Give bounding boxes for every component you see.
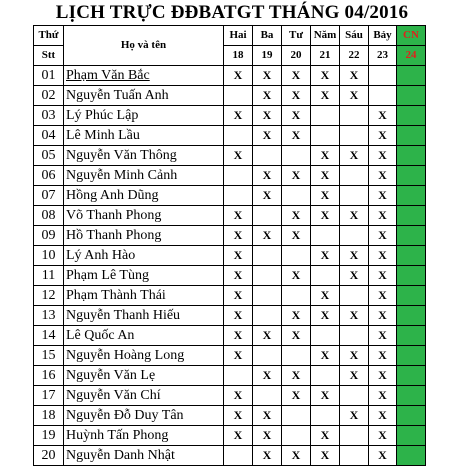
table-body bbox=[34, 26, 426, 466]
row-name: Phạm Lê Tùng bbox=[64, 266, 224, 286]
row-mark-sunday bbox=[397, 246, 426, 266]
row-name: Huỳnh Tấn Phong bbox=[64, 426, 224, 446]
row-mark bbox=[253, 266, 282, 286]
row-stt: 16 bbox=[34, 366, 64, 386]
row-name: Nguyễn Văn Lẹ bbox=[64, 366, 224, 386]
table-row bbox=[34, 446, 426, 466]
row-stt: 08 bbox=[34, 206, 64, 226]
header-day-mon: Hai bbox=[224, 26, 253, 46]
row-mark bbox=[253, 306, 282, 326]
row-mark: X bbox=[369, 226, 397, 246]
row-mark: X bbox=[282, 66, 311, 86]
row-mark-sunday bbox=[397, 206, 426, 226]
table-row bbox=[34, 106, 426, 126]
row-mark bbox=[311, 266, 340, 286]
header-day-fri: Sáu bbox=[340, 26, 369, 46]
row-stt: 05 bbox=[34, 146, 64, 166]
table-row bbox=[34, 386, 426, 406]
row-stt: 19 bbox=[34, 426, 64, 446]
row-name: Nguyễn Đỗ Duy Tân bbox=[64, 406, 224, 426]
row-mark-sunday bbox=[397, 66, 426, 86]
row-mark-sunday bbox=[397, 86, 426, 106]
row-mark: X bbox=[253, 446, 282, 466]
row-mark: X bbox=[340, 306, 369, 326]
row-mark bbox=[340, 106, 369, 126]
row-mark bbox=[311, 406, 340, 426]
row-mark bbox=[340, 226, 369, 246]
row-stt: 14 bbox=[34, 326, 64, 346]
row-stt: 02 bbox=[34, 86, 64, 106]
row-mark: X bbox=[224, 206, 253, 226]
row-mark bbox=[369, 66, 397, 86]
header-date-mon: 18 bbox=[224, 46, 253, 66]
row-mark: X bbox=[224, 146, 253, 166]
row-mark: X bbox=[369, 406, 397, 426]
row-stt: 12 bbox=[34, 286, 64, 306]
row-mark: X bbox=[224, 246, 253, 266]
row-name: Phạm Văn Bắc bbox=[64, 66, 224, 86]
row-name: Nguyễn Thanh Hiếu bbox=[64, 306, 224, 326]
row-mark bbox=[369, 86, 397, 106]
row-stt: 03 bbox=[34, 106, 64, 126]
row-mark: X bbox=[224, 226, 253, 246]
row-mark-sunday bbox=[397, 126, 426, 146]
row-mark: X bbox=[369, 306, 397, 326]
row-mark: X bbox=[253, 406, 282, 426]
row-mark: X bbox=[369, 166, 397, 186]
row-mark: X bbox=[340, 246, 369, 266]
row-mark bbox=[340, 386, 369, 406]
row-mark: X bbox=[369, 146, 397, 166]
header-date-wed: 20 bbox=[282, 46, 311, 66]
row-mark: X bbox=[369, 286, 397, 306]
row-mark: X bbox=[369, 266, 397, 286]
row-mark: X bbox=[340, 366, 369, 386]
table-row bbox=[34, 126, 426, 146]
table-row bbox=[34, 206, 426, 226]
row-stt: 01 bbox=[34, 66, 64, 86]
row-mark bbox=[253, 146, 282, 166]
row-mark bbox=[253, 346, 282, 366]
table-row bbox=[34, 66, 426, 86]
row-mark bbox=[224, 166, 253, 186]
row-mark-sunday bbox=[397, 326, 426, 346]
row-mark: X bbox=[253, 186, 282, 206]
row-mark bbox=[340, 186, 369, 206]
row-mark bbox=[282, 286, 311, 306]
header-day-sat: Bảy bbox=[369, 26, 397, 46]
row-stt: 15 bbox=[34, 346, 64, 366]
row-mark: X bbox=[282, 306, 311, 326]
row-mark-sunday bbox=[397, 426, 426, 446]
table-row bbox=[34, 366, 426, 386]
row-mark-sunday bbox=[397, 386, 426, 406]
row-mark: X bbox=[311, 186, 340, 206]
table-row bbox=[34, 406, 426, 426]
header-date-sat: 23 bbox=[369, 46, 397, 66]
header-date-fri: 22 bbox=[340, 46, 369, 66]
row-mark: X bbox=[369, 326, 397, 346]
row-mark: X bbox=[224, 286, 253, 306]
table-row bbox=[34, 426, 426, 446]
row-mark: X bbox=[311, 386, 340, 406]
row-mark: X bbox=[340, 146, 369, 166]
row-mark: X bbox=[224, 106, 253, 126]
row-mark: X bbox=[253, 326, 282, 346]
row-mark bbox=[340, 446, 369, 466]
row-mark: X bbox=[282, 446, 311, 466]
row-mark: X bbox=[253, 226, 282, 246]
row-stt: 10 bbox=[34, 246, 64, 266]
row-mark: X bbox=[224, 346, 253, 366]
row-mark-sunday bbox=[397, 446, 426, 466]
row-mark: X bbox=[311, 166, 340, 186]
page-title: LỊCH TRỰC ĐĐBATGT THÁNG 04/2016 bbox=[55, 2, 409, 23]
row-name: Nguyễn Tuấn Anh bbox=[64, 86, 224, 106]
row-mark bbox=[311, 366, 340, 386]
row-mark: X bbox=[369, 186, 397, 206]
row-mark-sunday bbox=[397, 366, 426, 386]
row-mark: X bbox=[369, 446, 397, 466]
row-mark-sunday bbox=[397, 346, 426, 366]
row-mark bbox=[340, 426, 369, 446]
row-mark: X bbox=[369, 366, 397, 386]
header-thu: Thứ bbox=[34, 26, 64, 46]
row-mark bbox=[282, 406, 311, 426]
row-mark bbox=[224, 366, 253, 386]
header-row-days bbox=[34, 26, 426, 46]
row-mark: X bbox=[224, 386, 253, 406]
row-name: Võ Thanh Phong bbox=[64, 206, 224, 226]
row-mark: X bbox=[282, 366, 311, 386]
row-stt: 11 bbox=[34, 266, 64, 286]
row-stt: 09 bbox=[34, 226, 64, 246]
row-name: Lý Phúc Lập bbox=[64, 106, 224, 126]
row-mark: X bbox=[253, 166, 282, 186]
row-name: Nguyễn Danh Nhật bbox=[64, 446, 224, 466]
row-mark: X bbox=[340, 406, 369, 426]
header-date-thu: 21 bbox=[311, 46, 340, 66]
row-mark: X bbox=[311, 66, 340, 86]
row-mark bbox=[224, 126, 253, 146]
row-stt: 04 bbox=[34, 126, 64, 146]
row-mark bbox=[311, 326, 340, 346]
header-date-sun: 24 bbox=[397, 46, 426, 66]
row-stt: 20 bbox=[34, 446, 64, 466]
table-row bbox=[34, 146, 426, 166]
row-mark-sunday bbox=[397, 226, 426, 246]
row-mark-sunday bbox=[397, 146, 426, 166]
row-mark bbox=[340, 126, 369, 146]
row-mark bbox=[253, 286, 282, 306]
row-mark: X bbox=[311, 146, 340, 166]
row-mark: X bbox=[282, 206, 311, 226]
row-mark: X bbox=[369, 106, 397, 126]
row-stt: 13 bbox=[34, 306, 64, 326]
row-mark: X bbox=[369, 246, 397, 266]
row-name: Nguyễn Minh Cảnh bbox=[64, 166, 224, 186]
row-mark: X bbox=[311, 206, 340, 226]
row-mark bbox=[253, 206, 282, 226]
row-mark-sunday bbox=[397, 166, 426, 186]
table-row bbox=[34, 346, 426, 366]
header-day-sun: CN bbox=[397, 26, 426, 46]
header-stt: Stt bbox=[34, 46, 64, 66]
header-name: Họ và tên bbox=[64, 26, 224, 66]
row-mark: X bbox=[369, 206, 397, 226]
row-mark bbox=[224, 446, 253, 466]
table-row bbox=[34, 226, 426, 246]
row-mark bbox=[282, 186, 311, 206]
row-mark: X bbox=[369, 126, 397, 146]
row-mark: X bbox=[253, 126, 282, 146]
row-mark bbox=[253, 386, 282, 406]
row-mark: X bbox=[311, 286, 340, 306]
row-mark: X bbox=[282, 326, 311, 346]
row-mark bbox=[340, 166, 369, 186]
row-mark: X bbox=[311, 246, 340, 266]
row-name: Phạm Thành Thái bbox=[64, 286, 224, 306]
row-mark: X bbox=[253, 66, 282, 86]
row-mark: X bbox=[253, 426, 282, 446]
row-mark: X bbox=[224, 306, 253, 326]
row-name: Hồng Anh Dũng bbox=[64, 186, 224, 206]
table-row bbox=[34, 266, 426, 286]
row-mark: X bbox=[224, 266, 253, 286]
row-mark: X bbox=[282, 166, 311, 186]
row-mark bbox=[253, 246, 282, 266]
header-day-wed: Tư bbox=[282, 26, 311, 46]
row-mark: X bbox=[253, 106, 282, 126]
row-mark: X bbox=[282, 226, 311, 246]
row-name: Hồ Thanh Phong bbox=[64, 226, 224, 246]
row-mark-sunday bbox=[397, 306, 426, 326]
duty-schedule-table bbox=[33, 25, 426, 466]
table-row bbox=[34, 306, 426, 326]
row-name: Nguyễn Văn Chí bbox=[64, 386, 224, 406]
row-mark: X bbox=[282, 386, 311, 406]
row-mark bbox=[311, 226, 340, 246]
table-row bbox=[34, 166, 426, 186]
table-row bbox=[34, 286, 426, 306]
table-row bbox=[34, 326, 426, 346]
row-mark-sunday bbox=[397, 186, 426, 206]
header-day-tue: Ba bbox=[253, 26, 282, 46]
row-mark: X bbox=[340, 346, 369, 366]
row-mark: X bbox=[369, 346, 397, 366]
row-mark bbox=[282, 246, 311, 266]
row-mark: X bbox=[311, 346, 340, 366]
header-day-thu: Năm bbox=[311, 26, 340, 46]
row-mark: X bbox=[311, 446, 340, 466]
row-name: Nguyễn Văn Thông bbox=[64, 146, 224, 166]
row-mark: X bbox=[282, 266, 311, 286]
row-stt: 18 bbox=[34, 406, 64, 426]
row-mark: X bbox=[282, 106, 311, 126]
table-row bbox=[34, 86, 426, 106]
row-mark: X bbox=[282, 126, 311, 146]
row-stt: 17 bbox=[34, 386, 64, 406]
row-mark: X bbox=[224, 326, 253, 346]
row-name: Lê Minh Lầu bbox=[64, 126, 224, 146]
row-mark-sunday bbox=[397, 266, 426, 286]
row-mark: X bbox=[224, 406, 253, 426]
row-mark bbox=[282, 346, 311, 366]
row-stt: 07 bbox=[34, 186, 64, 206]
row-mark: X bbox=[340, 66, 369, 86]
row-mark: X bbox=[224, 426, 253, 446]
row-mark-sunday bbox=[397, 286, 426, 306]
row-mark: X bbox=[253, 366, 282, 386]
row-mark bbox=[224, 186, 253, 206]
row-mark: X bbox=[340, 206, 369, 226]
row-mark bbox=[224, 86, 253, 106]
row-name: Lý Anh Hào bbox=[64, 246, 224, 266]
row-mark bbox=[311, 126, 340, 146]
row-mark bbox=[282, 146, 311, 166]
row-mark: X bbox=[369, 426, 397, 446]
row-mark: X bbox=[311, 86, 340, 106]
row-mark: X bbox=[340, 86, 369, 106]
row-name: Lê Quốc An bbox=[64, 326, 224, 346]
row-mark-sunday bbox=[397, 106, 426, 126]
row-mark bbox=[340, 286, 369, 306]
row-mark: X bbox=[282, 86, 311, 106]
row-mark bbox=[340, 326, 369, 346]
row-mark bbox=[282, 426, 311, 446]
row-name: Nguyễn Hoàng Long bbox=[64, 346, 224, 366]
row-mark: X bbox=[340, 266, 369, 286]
row-mark: X bbox=[253, 86, 282, 106]
row-mark: X bbox=[369, 386, 397, 406]
row-mark: X bbox=[224, 66, 253, 86]
row-mark bbox=[311, 106, 340, 126]
table-row bbox=[34, 246, 426, 266]
row-stt: 06 bbox=[34, 166, 64, 186]
table-row bbox=[34, 186, 426, 206]
row-mark-sunday bbox=[397, 406, 426, 426]
header-date-tue: 19 bbox=[253, 46, 282, 66]
row-mark: X bbox=[311, 306, 340, 326]
row-mark: X bbox=[311, 426, 340, 446]
